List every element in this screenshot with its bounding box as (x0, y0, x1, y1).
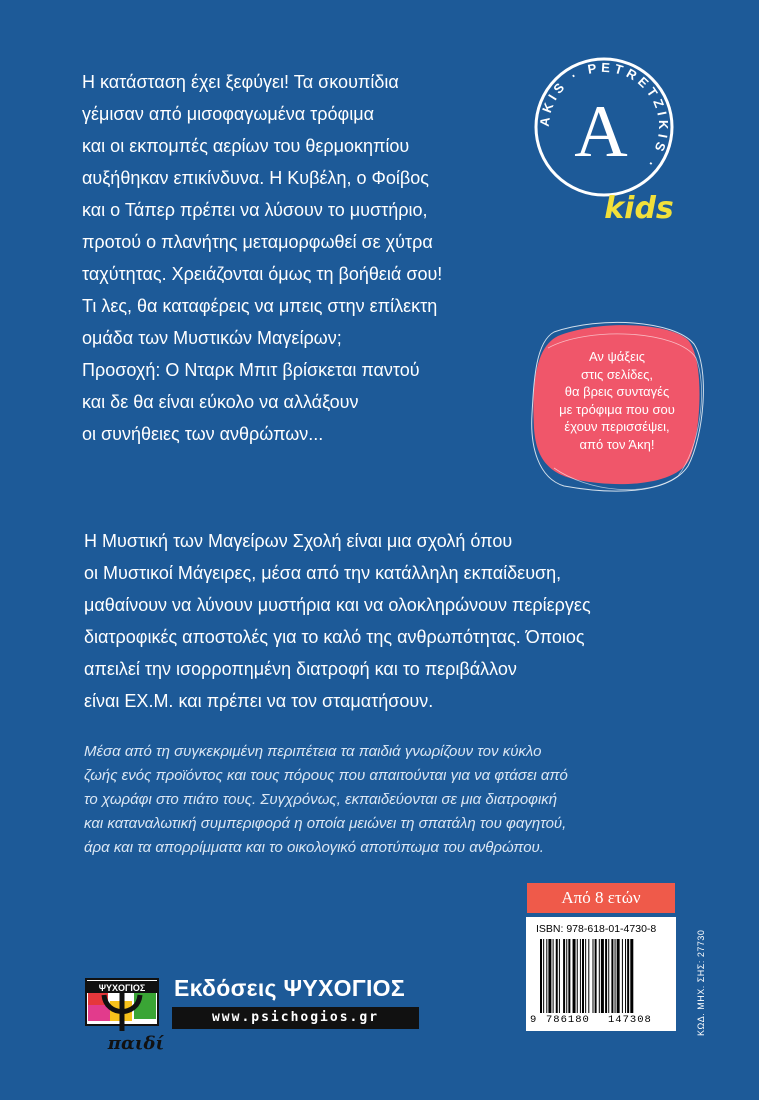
barcode-digits-right: 147308 (608, 1014, 652, 1026)
note-line: Μέσα από τη συγκεκριμένη περιπέτεια τα παιδιά γνωρίζουν τον κύκλο (84, 743, 542, 760)
intro-line: Προσοχή: Ο Νταρκ Μπιτ βρίσκεται παντού (82, 360, 420, 380)
publisher-logo-bottom: παιδί (107, 1033, 165, 1054)
school-line: απειλεί την ισορροπημένη διατροφή και το περιβάλλον (84, 659, 517, 679)
barcode (526, 917, 676, 1031)
isbn-text: ISBN: 978-618-01-4730-8 (536, 923, 657, 935)
intro-line: Η κατάσταση έχει ξεφύγει! Τα σκουπίδια (82, 72, 399, 92)
intro-line: προτού ο πλανήτης μεταμορφωθεί σε χύτρα (82, 232, 433, 252)
akis-kids-logo (529, 52, 679, 224)
intro-line: γέμισαν από μισοφαγωμένα τρόφιμα (82, 104, 374, 124)
publisher-logo-top: ΨΥΧΟΓΙΟΣ (98, 983, 146, 993)
bubble-line: θα βρεις συνταγές (564, 384, 670, 399)
age-badge: Από 8 ετών (527, 883, 675, 913)
school-line: οι Μυστικοί Μάγειρες, μέσα από την κατάλληλη εκπαίδευση, (84, 563, 562, 583)
educational-note (84, 740, 704, 860)
bubble-line: από τον Άκη! (579, 436, 655, 452)
publisher-url[interactable]: www.psichogios.gr (172, 1007, 419, 1029)
intro-line: ταχύτητας. Χρειάζονται όμως τη βοήθειά σου! (82, 264, 443, 284)
intro-line: αυξήθηκαν επικίνδυνα. Η Κυβέλη, ο Φοίβος (82, 168, 429, 188)
note-line: άρα και τα απορρίμματα και το οικολογικό αποτύπωμα του ανθρώπου. (84, 839, 544, 856)
note-line: και καταναλωτική συμπεριφορά η οποία μειώνει τη σπατάλη του φαγητού, (84, 815, 567, 832)
intro-line: και δε θα είναι εύκολο να αλλάξουν (82, 392, 359, 412)
intro-line: και ο Τάπερ πρέπει να λύσουν το μυστήριο, (82, 200, 428, 220)
note-line: ζωής ενός προϊόντος και τους πόρους που απαιτούνται για να φτάσει από (84, 767, 568, 784)
product-code: ΚΩΔ. ΜΗΧ. ΣΗΣ: 27730 (696, 929, 706, 1036)
school-line: είναι ΕΧ.Μ. και πρέπει να τον σταματήσουν. (84, 691, 434, 711)
intro-line: ομάδα των Μυστικών Μαγείρων; (82, 328, 342, 348)
school-description (84, 525, 704, 717)
school-line: μαθαίνουν να λύνουν μυστήρια και να ολοκληρώνουν περίεργες (84, 595, 591, 615)
barcode-digits-left: 786180 (546, 1014, 590, 1026)
bubble-line: Αν ψάξεις (588, 349, 646, 364)
logo-letter: A (574, 91, 628, 173)
intro-line: Τι λες, θα καταφέρεις να μπεις στην επίλεκτη (82, 296, 438, 316)
barcode-digit-first: 9 (530, 1014, 537, 1026)
intro-blurb (82, 66, 522, 450)
publisher-logo (84, 975, 166, 1055)
bubble-line: έχουν περισσέψει, (564, 419, 670, 434)
bubble-line: στις σελίδες, (580, 366, 654, 382)
logo-kids: kids (604, 191, 674, 224)
logo-ring-text: AKIS · PETRETZIKIS · (536, 59, 672, 174)
note-line: το χωράφι στο πιάτο τους. Συγχρόνως, εκπαιδεύονται σε μια διατροφική (84, 791, 558, 808)
speech-bubble-text (546, 348, 688, 453)
intro-line: οι συνήθειες των ανθρώπων... (82, 424, 324, 444)
school-line: διατροφικές αποστολές για το καλό της ανθρωπότητας. Όποιος (84, 627, 585, 647)
publisher-name: Εκδόσεις ΨΥΧΟΓΙΟΣ (174, 975, 405, 1001)
barcode-bars (540, 939, 664, 1013)
intro-line: και οι εκπομπές αερίων του θερμοκηπίου (82, 136, 410, 156)
school-line: Η Μυστική των Μαγείρων Σχολή είναι μια σχολή όπου (84, 531, 513, 551)
bubble-line: με τρόφιμα που σου (559, 401, 675, 417)
